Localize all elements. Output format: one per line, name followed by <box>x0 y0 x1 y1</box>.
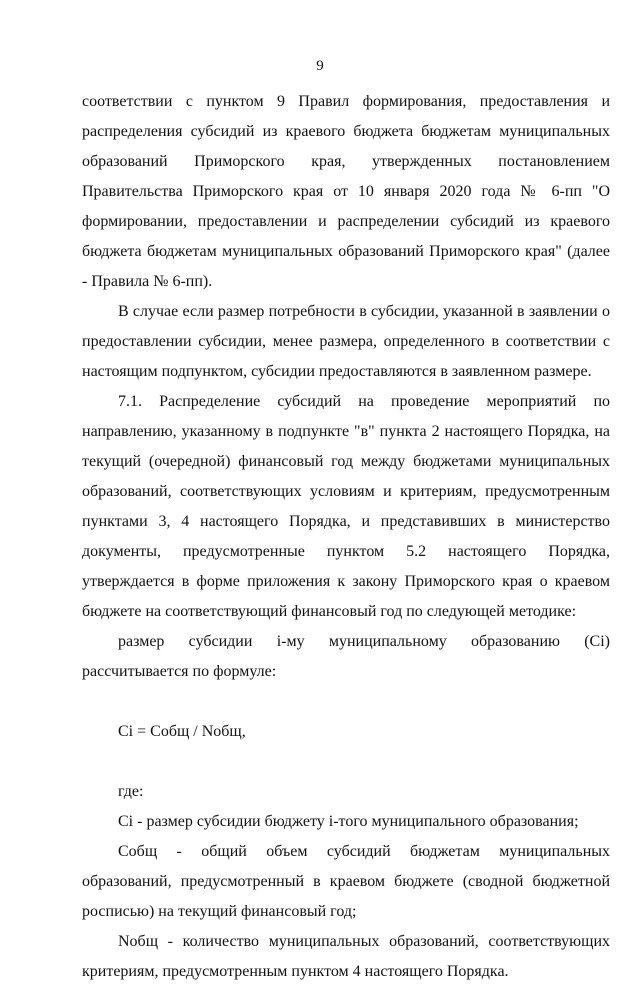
spacer <box>82 687 610 717</box>
spacer <box>82 747 610 777</box>
formula: Ci = Cобщ / Nобщ, <box>118 723 246 740</box>
where-label: где: <box>118 783 144 800</box>
definition-nobsh: Nобщ - количество муниципальных образований, соответствующих критериям, предусмотренным пунктом 4 настоящего Порядка. <box>82 933 610 980</box>
paragraph-requested-amount: В случае если размер потребности в субсидии, указанной в заявлении о предоставлении субсидии, менее размера, определенного в соответствии с настоящим подпунктом, субсидии предоставляются в заявленном размере. <box>82 303 610 380</box>
paragraph-rules-reference: соответствии с пунктом 9 Правил формирования, предоставления и распределения субсидий из краевого бюджета бюджетам муниципальных образований Приморского края, утвержденных постановлением Правительства Приморского края от 10 января 2020 года № 6-пп "О формировании, предоставлении и распределении субсидий из краевого бюджета бюджетам муниципальных образований Приморского края" (далее - Правила № 6-пп). <box>82 93 610 290</box>
document-body <box>82 87 610 987</box>
page-number: 9 <box>316 58 324 74</box>
paragraph-7-1-distribution: 7.1. Распределение субсидий на проведение мероприятий по направлению, указанному в подпункте "в" пункта 2 настоящего Порядка, на текущий (очередной) финансовый год между бюджетами муниципальных образований, соответствующих условиям и критериям, предусмотренным пунктами 3, 4 настоящего Порядка, и представивших в министерство документы, предусмотренные пунктом 5.2 настоящего Порядка, утверждается в форме приложения к закону Приморского края о краевом бюджете на соответствующий финансовый год по следующей методике: <box>82 393 610 620</box>
definition-ci: Ci - размер субсидии бюджету i-того муниципального образования; <box>118 813 579 830</box>
paragraph-formula-intro: размер субсидии i-му муниципальному образованию (Ci) рассчитывается по формуле: <box>82 633 610 680</box>
definition-cobsh: Cобщ - общий объем субсидий бюджетам муниципальных образований, предусмотренный в краевом бюджете (сводной бюджетной росписью) на текущий финансовый год; <box>82 843 610 920</box>
